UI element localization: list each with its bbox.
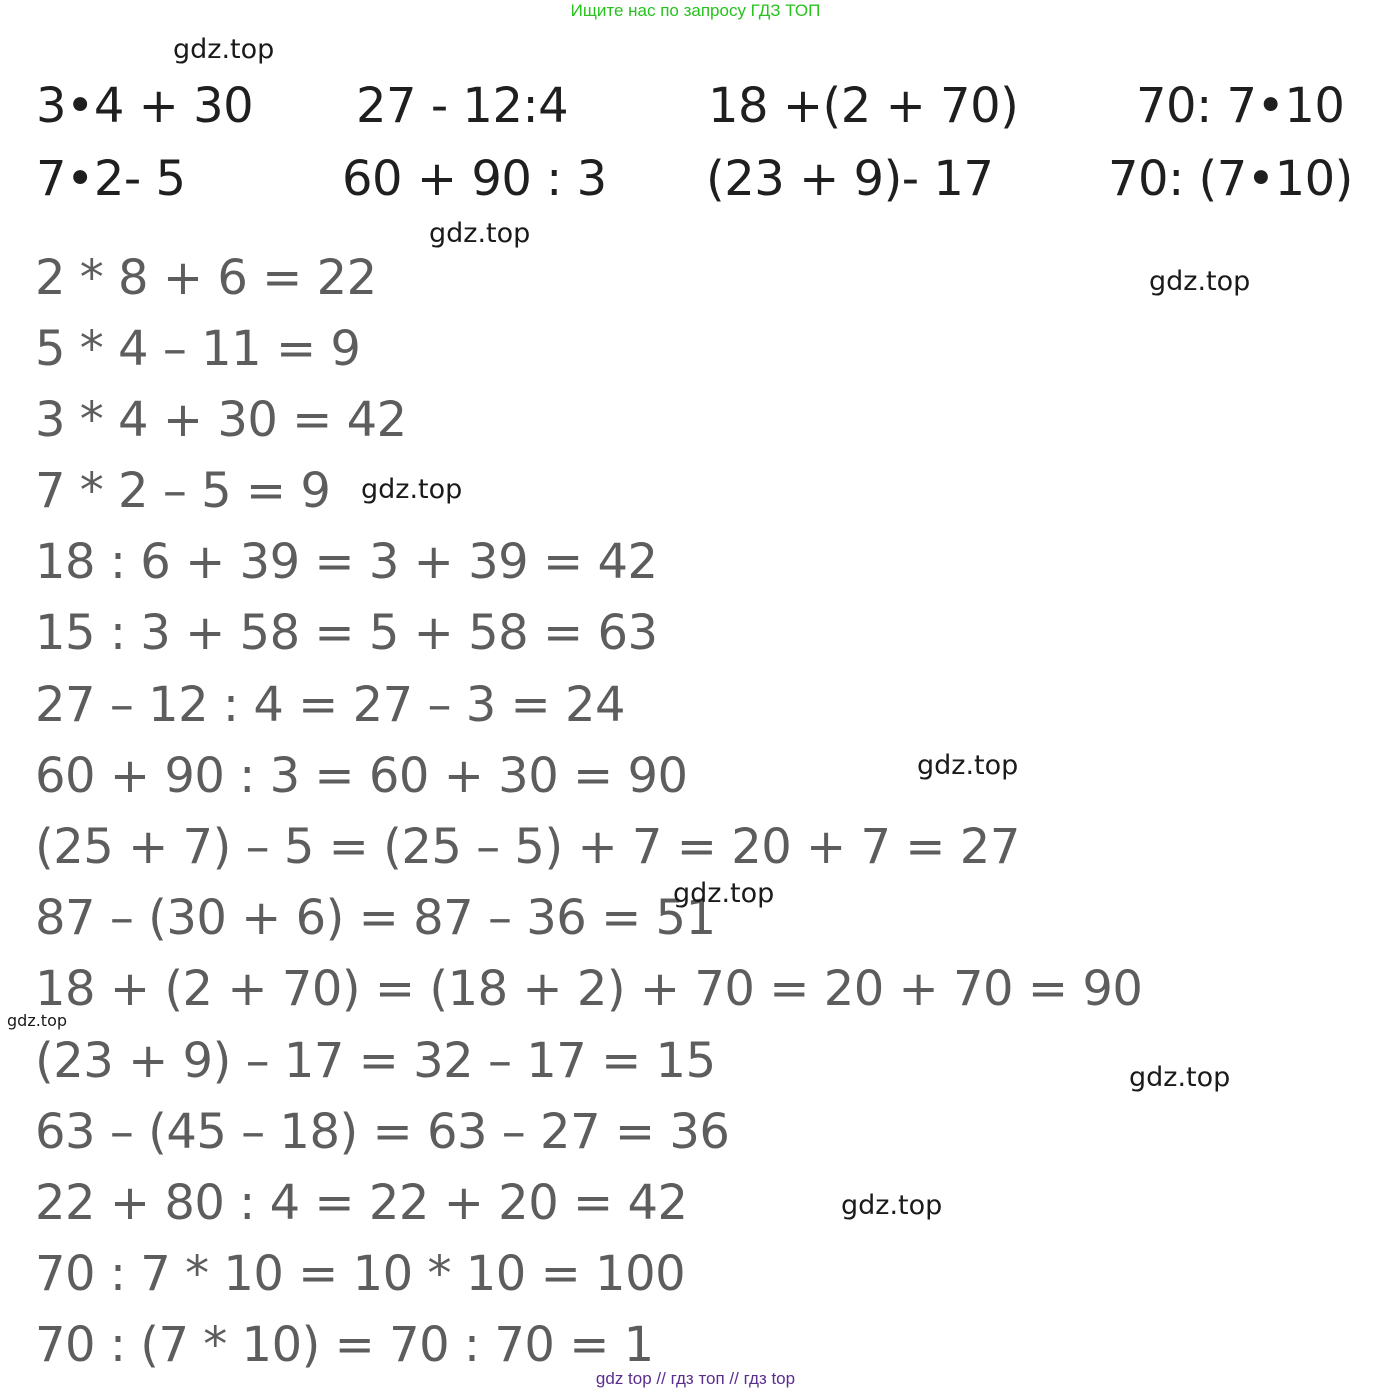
watermark-text: gdz.top bbox=[673, 878, 775, 909]
watermark-text: gdz.top bbox=[841, 1190, 943, 1221]
task-expression: (23 + 9)- 17 bbox=[706, 151, 994, 207]
solution-line: 18 : 6 + 39 = 3 + 39 = 42 bbox=[35, 534, 658, 590]
task-expression: 7•2- 5 bbox=[36, 151, 186, 207]
solution-line: 7 * 2 – 5 = 9 bbox=[35, 463, 331, 519]
solution-line: 70 : (7 * 10) = 70 : 70 = 1 bbox=[35, 1317, 654, 1373]
watermark-text: gdz.top bbox=[429, 218, 531, 249]
task-expression: 70: (7•10) bbox=[1108, 151, 1353, 207]
solution-line: 18 + (2 + 70) = (18 + 2) + 70 = 20 + 70 = 90 bbox=[35, 961, 1143, 1017]
task-expression: 18 +(2 + 70) bbox=[708, 78, 1019, 134]
search-banner: Ищите нас по запросу ГДЗ ТОП bbox=[570, 1, 821, 20]
solution-line: 60 + 90 : 3 = 60 + 30 = 90 bbox=[35, 748, 688, 804]
task-expression: 70: 7•10 bbox=[1136, 78, 1345, 134]
watermark-text: gdz.top bbox=[361, 474, 463, 505]
solution-line: 5 * 4 – 11 = 9 bbox=[35, 321, 361, 377]
solution-line: 87 – (30 + 6) = 87 – 36 = 51 bbox=[35, 890, 716, 946]
solution-line: 70 : 7 * 10 = 10 * 10 = 100 bbox=[35, 1246, 686, 1302]
watermark-text: gdz.top bbox=[917, 750, 1019, 781]
solution-line: 22 + 80 : 4 = 22 + 20 = 42 bbox=[35, 1175, 688, 1231]
task-expression: 60 + 90 : 3 bbox=[342, 151, 607, 207]
solution-line: 63 – (45 – 18) = 63 – 27 = 36 bbox=[35, 1104, 730, 1160]
watermark-text: gdz.top bbox=[7, 1011, 68, 1030]
solution-line: 27 – 12 : 4 = 27 – 3 = 24 bbox=[35, 677, 626, 733]
footer-watermark: gdz top // гдз топ // гдз top bbox=[595, 1369, 796, 1388]
watermark-text: gdz.top bbox=[1129, 1062, 1231, 1093]
solution-line: (25 + 7) – 5 = (25 – 5) + 7 = 20 + 7 = 27 bbox=[35, 819, 1020, 875]
task-expression: 3•4 + 30 bbox=[36, 78, 254, 134]
task-expression: 27 - 12:4 bbox=[356, 78, 569, 134]
solution-line: 15 : 3 + 58 = 5 + 58 = 63 bbox=[35, 605, 658, 661]
watermark-text: gdz.top bbox=[1149, 266, 1251, 297]
solution-line: (23 + 9) – 17 = 32 – 17 = 15 bbox=[35, 1033, 716, 1089]
watermark-text: gdz.top bbox=[173, 34, 275, 65]
solution-line: 3 * 4 + 30 = 42 bbox=[35, 392, 407, 448]
solution-line: 2 * 8 + 6 = 22 bbox=[35, 250, 377, 306]
